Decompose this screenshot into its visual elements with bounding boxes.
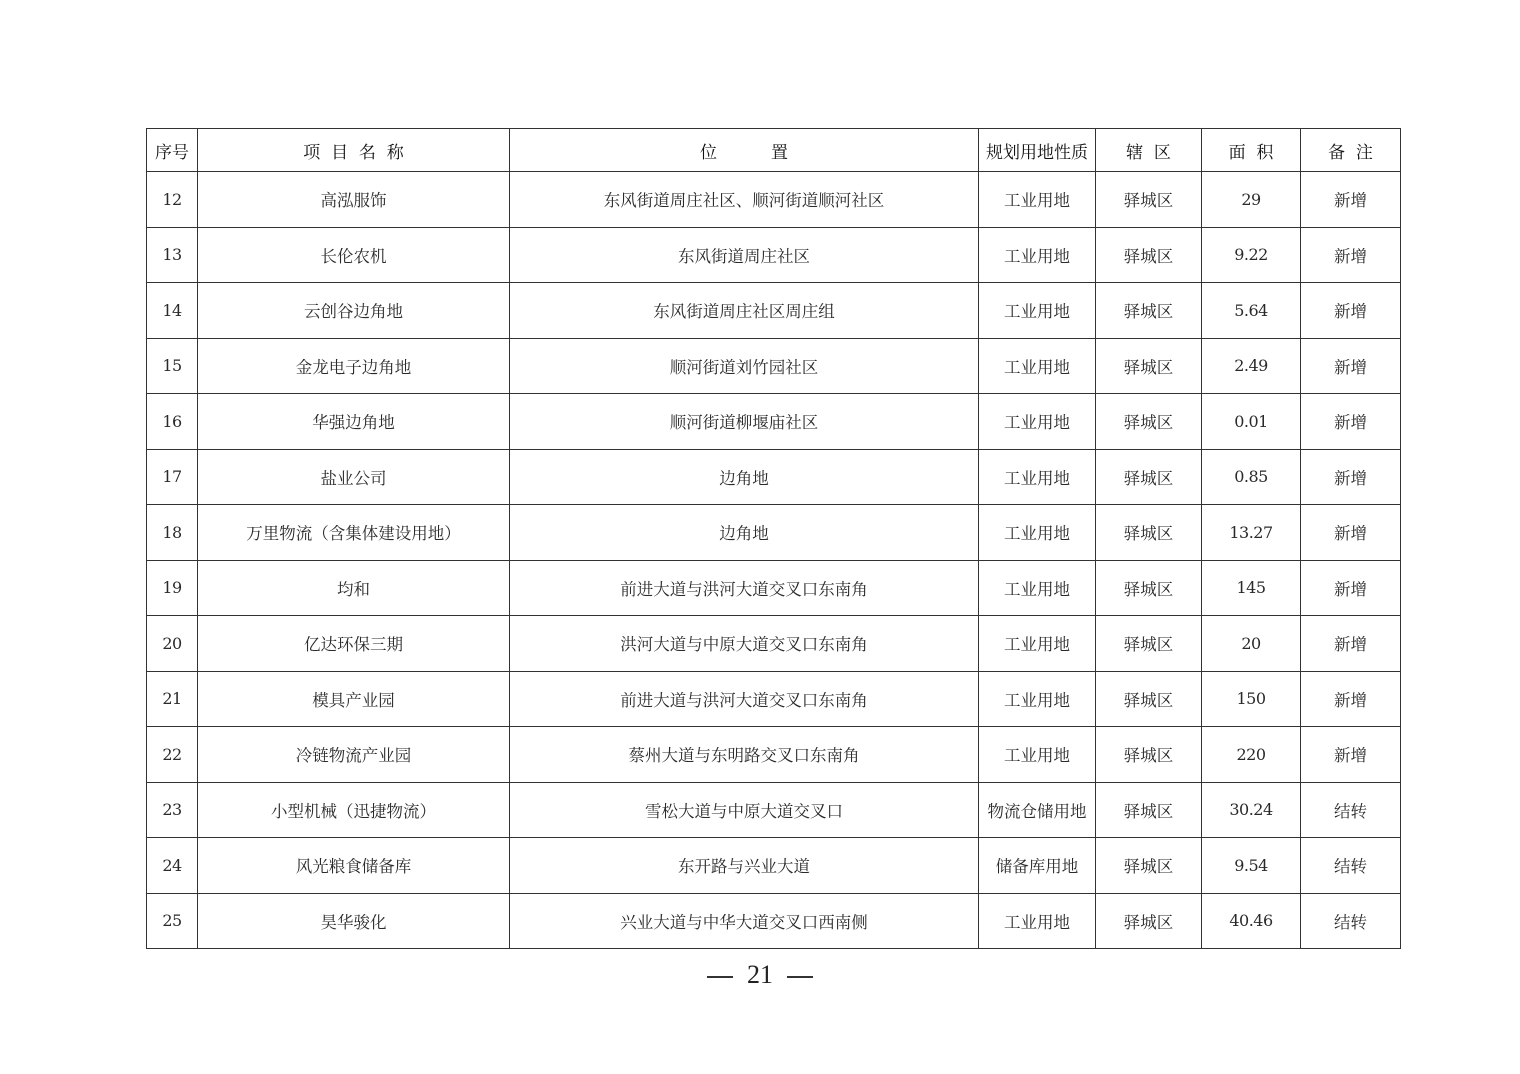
- cell-location: 雪松大道与中原大道交叉口: [510, 782, 979, 838]
- header-index: 序号: [147, 129, 198, 172]
- cell-project-name: 万里物流（含集体建设用地）: [198, 505, 510, 561]
- cell-area: 5.64: [1202, 283, 1301, 339]
- cell-district: 驿城区: [1096, 671, 1202, 727]
- cell-project-name: 华强边角地: [198, 394, 510, 450]
- header-remark: 备 注: [1301, 129, 1401, 172]
- header-district: 辖 区: [1096, 129, 1202, 172]
- cell-location: 蔡州大道与东明路交叉口东南角: [510, 727, 979, 783]
- page-footer: [0, 960, 1520, 990]
- cell-remark: 新增: [1301, 671, 1401, 727]
- cell-remark: 新增: [1301, 394, 1401, 450]
- cell-remark: 新增: [1301, 338, 1401, 394]
- cell-remark: 新增: [1301, 560, 1401, 616]
- table-row: [147, 782, 1401, 838]
- cell-land-use: 工业用地: [979, 893, 1096, 949]
- cell-project-name: 长伦农机: [198, 227, 510, 283]
- cell-district: 驿城区: [1096, 227, 1202, 283]
- table-header-row: [147, 129, 1401, 172]
- cell-location: 顺河街道柳堰庙社区: [510, 394, 979, 450]
- cell-land-use: 工业用地: [979, 616, 1096, 672]
- cell-land-use: 工业用地: [979, 338, 1096, 394]
- cell-location: 边角地: [510, 449, 979, 505]
- table-row: [147, 227, 1401, 283]
- cell-index: 13: [147, 227, 198, 283]
- cell-index: 23: [147, 782, 198, 838]
- cell-land-use: 工业用地: [979, 727, 1096, 783]
- cell-land-use: 物流仓储用地: [979, 782, 1096, 838]
- cell-area: 20: [1202, 616, 1301, 672]
- cell-land-use: 工业用地: [979, 394, 1096, 450]
- table-row: [147, 449, 1401, 505]
- table-row: [147, 727, 1401, 783]
- cell-district: 驿城区: [1096, 449, 1202, 505]
- cell-area: 13.27: [1202, 505, 1301, 561]
- cell-project-name: 金龙电子边角地: [198, 338, 510, 394]
- table-row: [147, 172, 1401, 228]
- cell-project-name: 模具产业园: [198, 671, 510, 727]
- cell-index: 15: [147, 338, 198, 394]
- cell-land-use: 工业用地: [979, 227, 1096, 283]
- cell-area: 30.24: [1202, 782, 1301, 838]
- cell-location: 顺河街道刘竹园社区: [510, 338, 979, 394]
- cell-index: 17: [147, 449, 198, 505]
- cell-index: 24: [147, 838, 198, 894]
- cell-remark: 新增: [1301, 616, 1401, 672]
- table-row: [147, 560, 1401, 616]
- cell-index: 19: [147, 560, 198, 616]
- cell-index: 20: [147, 616, 198, 672]
- cell-district: 驿城区: [1096, 505, 1202, 561]
- cell-district: 驿城区: [1096, 893, 1202, 949]
- cell-land-use: 工业用地: [979, 671, 1096, 727]
- cell-index: 16: [147, 394, 198, 450]
- table-row: [147, 505, 1401, 561]
- cell-location: 前进大道与洪河大道交叉口东南角: [510, 560, 979, 616]
- cell-area: 9.22: [1202, 227, 1301, 283]
- cell-district: 驿城区: [1096, 394, 1202, 450]
- cell-area: 2.49: [1202, 338, 1301, 394]
- cell-index: 22: [147, 727, 198, 783]
- cell-location: 前进大道与洪河大道交叉口东南角: [510, 671, 979, 727]
- header-land-use: 规划用地性质: [979, 129, 1096, 172]
- table-row: [147, 838, 1401, 894]
- table-row: [147, 893, 1401, 949]
- table-row: [147, 338, 1401, 394]
- cell-remark: 新增: [1301, 727, 1401, 783]
- left-dash: [707, 976, 733, 978]
- cell-area: 29: [1202, 172, 1301, 228]
- header-area: 面 积: [1202, 129, 1301, 172]
- header-project-name: 项 目 名 称: [198, 129, 510, 172]
- cell-project-name: 冷链物流产业园: [198, 727, 510, 783]
- cell-district: 驿城区: [1096, 338, 1202, 394]
- table-row: [147, 671, 1401, 727]
- cell-location: 东开路与兴业大道: [510, 838, 979, 894]
- cell-project-name: 均和: [198, 560, 510, 616]
- cell-location: 兴业大道与中华大道交叉口西南侧: [510, 893, 979, 949]
- cell-location: 东风街道周庄社区: [510, 227, 979, 283]
- cell-index: 25: [147, 893, 198, 949]
- cell-land-use: 工业用地: [979, 560, 1096, 616]
- cell-land-use: 工业用地: [979, 172, 1096, 228]
- cell-land-use: 工业用地: [979, 505, 1096, 561]
- cell-project-name: 高泓服饰: [198, 172, 510, 228]
- cell-district: 驿城区: [1096, 283, 1202, 339]
- cell-district: 驿城区: [1096, 838, 1202, 894]
- cell-location: 东风街道周庄社区周庄组: [510, 283, 979, 339]
- cell-project-name: 昊华骏化: [198, 893, 510, 949]
- cell-index: 18: [147, 505, 198, 561]
- cell-district: 驿城区: [1096, 782, 1202, 838]
- cell-area: 0.01: [1202, 394, 1301, 450]
- cell-district: 驿城区: [1096, 560, 1202, 616]
- table-row: [147, 394, 1401, 450]
- cell-area: 145: [1202, 560, 1301, 616]
- cell-index: 14: [147, 283, 198, 339]
- cell-location: 东风街道周庄社区、顺河街道顺河社区: [510, 172, 979, 228]
- cell-district: 驿城区: [1096, 172, 1202, 228]
- cell-remark: 新增: [1301, 227, 1401, 283]
- cell-area: 9.54: [1202, 838, 1301, 894]
- cell-remark: 新增: [1301, 172, 1401, 228]
- cell-remark: 新增: [1301, 505, 1401, 561]
- cell-project-name: 亿达环保三期: [198, 616, 510, 672]
- cell-remark: 结转: [1301, 893, 1401, 949]
- cell-project-name: 盐业公司: [198, 449, 510, 505]
- cell-remark: 新增: [1301, 449, 1401, 505]
- cell-remark: 结转: [1301, 838, 1401, 894]
- cell-remark: 结转: [1301, 782, 1401, 838]
- cell-remark: 新增: [1301, 283, 1401, 339]
- cell-index: 12: [147, 172, 198, 228]
- cell-land-use: 储备库用地: [979, 838, 1096, 894]
- cell-district: 驿城区: [1096, 727, 1202, 783]
- cell-location: 边角地: [510, 505, 979, 561]
- cell-area: 220: [1202, 727, 1301, 783]
- cell-location: 洪河大道与中原大道交叉口东南角: [510, 616, 979, 672]
- cell-area: 150: [1202, 671, 1301, 727]
- cell-project-name: 小型机械（迅捷物流）: [198, 782, 510, 838]
- cell-area: 0.85: [1202, 449, 1301, 505]
- table-row: [147, 283, 1401, 339]
- header-location: 位 置: [510, 129, 979, 172]
- page-number: 21: [747, 960, 773, 989]
- cell-district: 驿城区: [1096, 616, 1202, 672]
- table-row: [147, 616, 1401, 672]
- right-dash: [787, 976, 813, 978]
- land-use-table: [146, 128, 1401, 949]
- cell-land-use: 工业用地: [979, 449, 1096, 505]
- cell-project-name: 云创谷边角地: [198, 283, 510, 339]
- cell-land-use: 工业用地: [979, 283, 1096, 339]
- cell-area: 40.46: [1202, 893, 1301, 949]
- table-body: [147, 172, 1401, 949]
- cell-project-name: 风光粮食储备库: [198, 838, 510, 894]
- cell-index: 21: [147, 671, 198, 727]
